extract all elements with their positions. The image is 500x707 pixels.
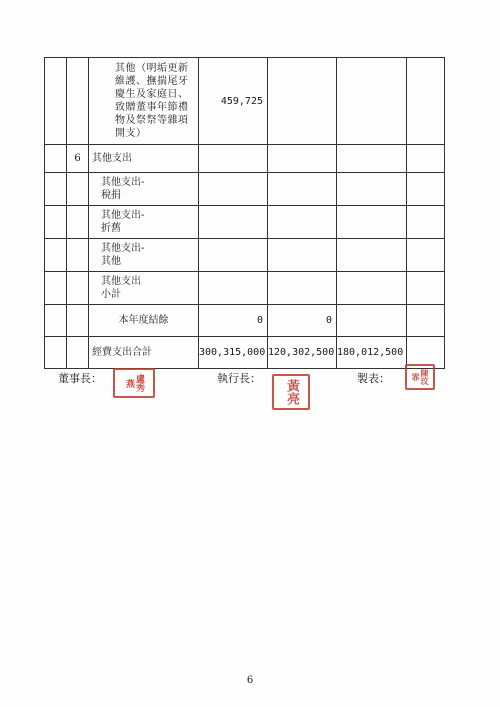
amount-cell: 0 — [268, 305, 337, 337]
preparer-seal: 陳玟霏 — [405, 364, 435, 390]
amount-cell — [407, 239, 445, 272]
signature-block — [0, 368, 500, 408]
amount-cell — [337, 305, 407, 337]
amount-cell — [268, 173, 337, 206]
amount-cell — [268, 206, 337, 239]
preparer-label: 製表： — [357, 372, 390, 385]
amount-cell — [337, 145, 407, 173]
table-row — [45, 239, 445, 272]
executive-label: 執行長： — [217, 372, 261, 385]
amount-cell: 120,302,500 — [268, 337, 337, 369]
amount-cell — [199, 239, 268, 272]
amount-cell — [199, 173, 268, 206]
table-row — [45, 145, 445, 173]
amount-cell: 459,725 — [199, 58, 268, 145]
row-label: 其他支出- 其他 — [89, 239, 199, 272]
amount-cell — [337, 206, 407, 239]
row-label: 其他支出- 折舊 — [89, 206, 199, 239]
amount-cell — [268, 239, 337, 272]
row-label: 經費支出合計 — [89, 337, 199, 369]
row-label: 其他支出- 稅捐 — [89, 173, 199, 206]
table-row — [45, 173, 445, 206]
amount-cell — [407, 145, 445, 173]
amount-cell — [268, 272, 337, 305]
amount-cell: 300,315,000 — [199, 337, 268, 369]
amount-cell — [407, 206, 445, 239]
amount-cell: 0 — [199, 305, 268, 337]
executive-seal: 黃亮 — [272, 374, 310, 410]
amount-cell — [337, 272, 407, 305]
row-label: 其他支出 — [89, 145, 199, 173]
amount-cell: 180,012,500 — [337, 337, 407, 369]
table-row — [45, 58, 445, 145]
table-row — [45, 305, 445, 337]
amount-cell — [407, 58, 445, 145]
amount-cell — [407, 173, 445, 206]
amount-cell — [337, 58, 407, 145]
chairman-seal: 盧秀燕 — [113, 368, 155, 398]
amount-cell — [268, 58, 337, 145]
amount-cell — [268, 145, 337, 173]
row-label: 其他（明垢更新維護、撫揣尾牙慶生及家庭日、致贈董事年節禮物及祭祭等雜項開支） — [89, 58, 199, 145]
amount-cell — [337, 239, 407, 272]
table-row — [45, 272, 445, 305]
row-index: 6 — [67, 145, 89, 173]
row-label: 本年度結餘 — [89, 305, 199, 337]
amount-cell — [199, 272, 268, 305]
budget-table — [44, 57, 445, 369]
table-row — [45, 206, 445, 239]
page-number: 6 — [246, 675, 254, 686]
amount-cell — [199, 145, 268, 173]
amount-cell — [407, 305, 445, 337]
chairman-label: 董事長： — [58, 372, 102, 385]
amount-cell — [337, 173, 407, 206]
row-label: 其他支出 小計 — [89, 272, 199, 305]
amount-cell — [199, 206, 268, 239]
table-row — [45, 337, 445, 369]
amount-cell — [407, 272, 445, 305]
